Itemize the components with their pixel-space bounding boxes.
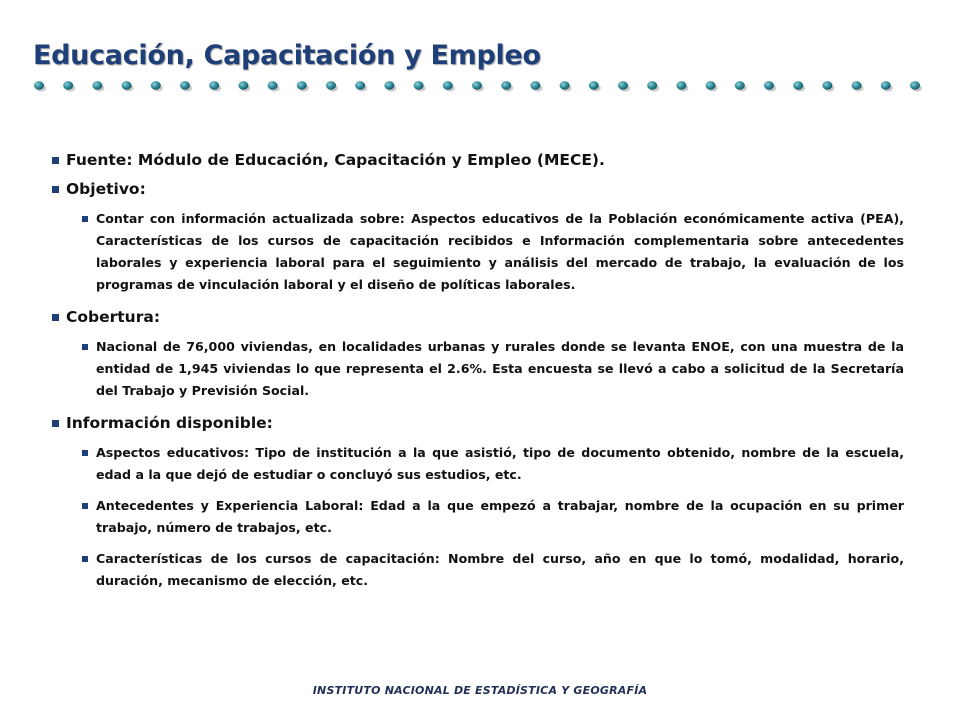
divider-dot — [268, 81, 278, 89]
square-bullet-icon — [82, 503, 88, 509]
informacion-heading: Información disponible: — [66, 414, 273, 432]
square-bullet-icon — [82, 450, 88, 456]
sublist-item-cursos — [82, 548, 904, 592]
square-bullet-icon — [52, 420, 59, 427]
divider-dot — [122, 81, 132, 89]
divider-dot — [151, 81, 161, 89]
divider-dot — [676, 81, 686, 89]
divider-dot — [910, 81, 920, 89]
info-3-text: Características de los cursos de capacitación: Nombre del curso, año en que lo tomó, modalidad, horario, duración, mecanismo de elección, etc. — [96, 551, 904, 588]
square-bullet-icon — [52, 186, 59, 193]
slide-content — [52, 150, 904, 592]
divider-dot — [881, 81, 891, 89]
divider-dot — [92, 81, 102, 89]
footer-institution: INSTITUTO NACIONAL DE ESTADÍSTICA Y GEOGRAFÍA — [312, 684, 648, 697]
divider-dot — [414, 81, 424, 89]
divider-dot — [238, 81, 248, 89]
divider-dot — [735, 81, 745, 89]
list-item-fuente — [52, 150, 904, 170]
divider-dot — [822, 81, 832, 89]
divider-dot — [530, 81, 540, 89]
sublist-item-aspectos-educativos — [82, 442, 904, 486]
divider-dot — [209, 81, 219, 89]
divider-dot — [180, 81, 190, 89]
divider-dot — [384, 81, 394, 89]
square-bullet-icon — [82, 556, 88, 562]
divider-dot — [355, 81, 365, 89]
fuente-text: Fuente: Módulo de Educación, Capacitación y Empleo (MECE). — [66, 151, 605, 169]
sublist-item-cobertura — [82, 336, 904, 402]
page-title: Educación, Capacitación y Empleo — [33, 40, 541, 71]
divider-dot — [764, 81, 774, 89]
info-1-text: Aspectos educativos: Tipo de institución a la que asistió, tipo de documento obtenido, nombre de la escuela, edad a la que dejó de estudiar o concluyó sus estudios, etc. — [96, 445, 904, 482]
list-item-cobertura — [52, 307, 904, 327]
divider-dot — [34, 81, 44, 89]
divider-dot — [706, 81, 716, 89]
sublist-item-antecedentes — [82, 495, 904, 539]
divider-dot — [618, 81, 628, 89]
list-item-informacion — [52, 413, 904, 433]
objetivo-text: Contar con información actualizada sobre: Aspectos educativos de la Población económicamente activa (PEA), Características de los cursos de capacitación recibidos e Información complementaria sobre antecedentes laborales y experiencia laboral para el seguimiento y análisis del mercado de trabajo, la evaluación de los programas de vinculación laboral y el diseño de políticas laborales. — [96, 211, 904, 292]
divider-dot — [472, 81, 482, 89]
divider-dot — [297, 81, 307, 89]
square-bullet-icon — [52, 157, 59, 164]
objetivo-heading: Objetivo: — [66, 180, 146, 198]
divider-dot — [589, 81, 599, 89]
square-bullet-icon — [52, 314, 59, 321]
divider-dot — [793, 81, 803, 89]
cobertura-text: Nacional de 76,000 viviendas, en localidades urbanas y rurales donde se levanta ENOE, con una muestra de la entidad de 1,945 viviendas lo que representa el 2.6%. Esta encuesta se llevó a cabo a solicitud de la Secretaría del Trabajo y Previsión Social. — [96, 339, 904, 398]
list-item-objetivo — [52, 179, 904, 199]
dotted-divider — [33, 80, 933, 92]
info-2-text: Antecedentes y Experiencia Laboral: Edad a la que empezó a trabajar, nombre de la ocupación en su primer trabajo, número de trabajos, etc. — [96, 498, 904, 535]
cobertura-heading: Cobertura: — [66, 308, 161, 326]
divider-dot — [326, 81, 336, 89]
square-bullet-icon — [82, 216, 88, 222]
sublist-item-objetivo — [82, 208, 904, 296]
divider-dot — [443, 81, 453, 89]
divider-dot — [647, 81, 657, 89]
divider-dot — [560, 81, 570, 89]
square-bullet-icon — [82, 344, 88, 350]
divider-dot — [63, 81, 73, 89]
divider-dot — [852, 81, 862, 89]
divider-dot — [501, 81, 511, 89]
